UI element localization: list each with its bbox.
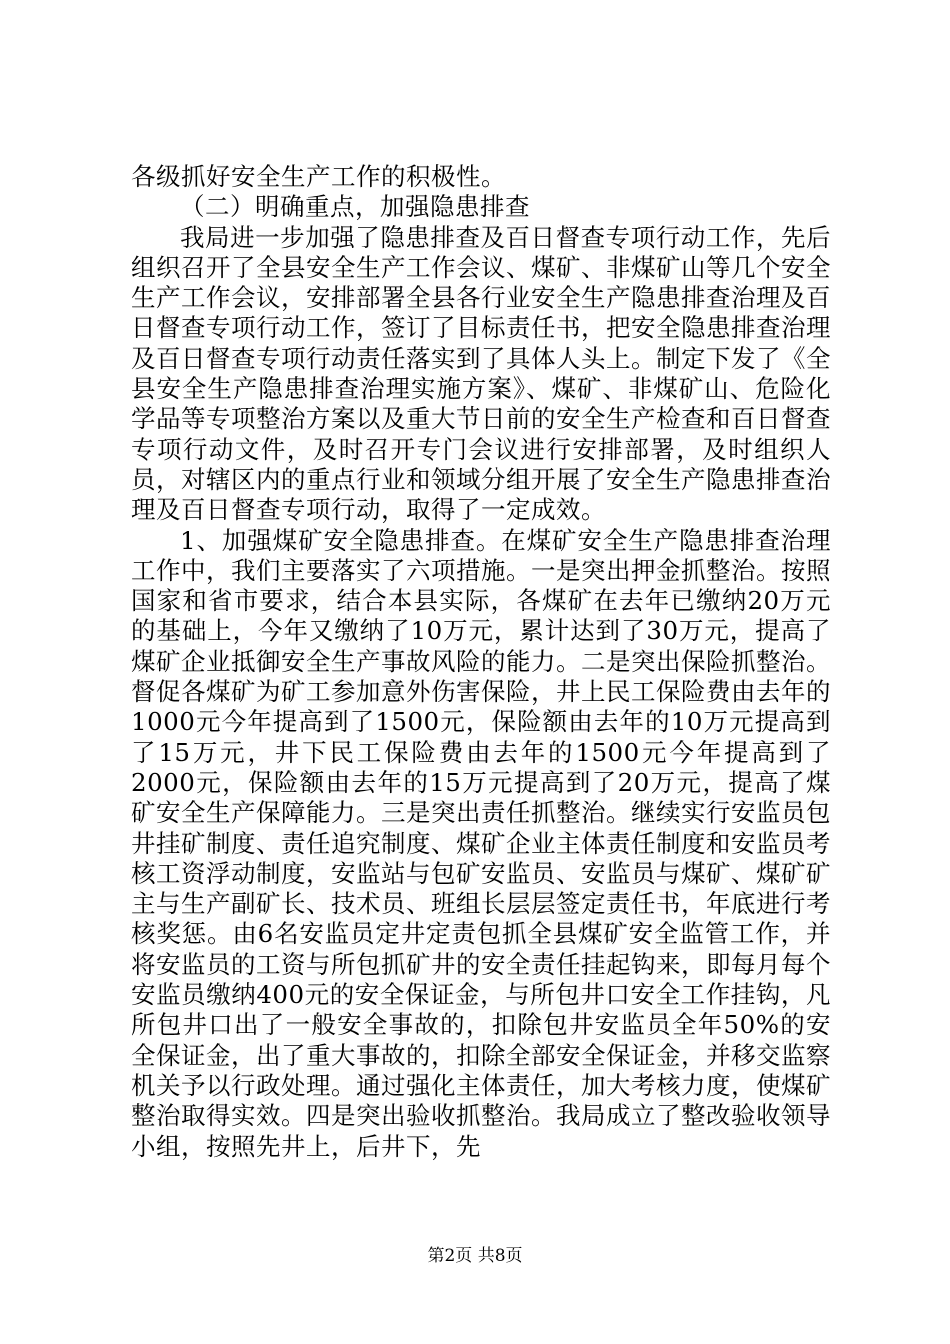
- body-text: [131, 162, 831, 1162]
- paragraph-continuation: 各级抓好安全生产工作的积极性。: [131, 162, 506, 191]
- page-footer: 第2页 共8页: [427, 1246, 523, 1266]
- paragraph: 1、加强煤矿安全隐患排查。在煤矿安全生产隐患排查治理工作中，我们主要落实了六项措施。一是突出押金抓整治。按照国家和省市要求，结合本县实际，各煤矿在去年已缴纳20万元的基础上，今年又缴纳了10万元，累计达到了30万元，提高了煤矿企业抵御安全生产事故风险的能力。二是突出保险抓整治。督促各煤矿为矿工参加意外伤害保险，井上民工保险费由去年的1000元今年提高到了1500元，保险额由去年的10万元提高到了15万元，井下民工保险费由去年的1500元今年提高到了2000元，保险额由去年的15万元提高到了20万元，提高了煤矿安全生产保障能力。三是突出责任抓整治。继续实行安监员包井挂矿制度、责任追究制度、煤矿企业主体责任制度和安监员考核工资浮动制度，安监站与包矿安监员、安监员与煤矿、煤矿矿主与生产副矿长、技术员、班组长层层签定责任书，年底进行考核奖惩。由6名安监员定井定责包抓全县煤矿安全监管工作，并将安监员的工资与所包抓矿井的安全责任挂起钩来，即每月每个安监员缴纳400元的安全保证金，与所包井口安全工作挂钩，凡所包井口出了一般安全事故的，扣除包井安监员全年50%的安全保证金，出了重大事故的，扣除全部安全保证金，并移交监察机关予以行政处理。通过强化主体责任，加大考核力度，使煤矿整治取得实效。四是突出验收抓整治。我局成立了整改验收领导小组，按照先井上，后井下，先: [131, 525, 831, 1161]
- paragraph: 我局进一步加强了隐患排查及百日督查专项行动工作，先后组织召开了全县安全生产工作会议、煤矿、非煤矿山等几个安全生产工作会议，安排部署全县各行业安全生产隐患排查治理及百日督查专项行动工作，签订了目标责任书，把安全隐患排查治理及百日督查专项行动责任落实到了具体人头上。制定下发了《全县安全生产隐患排查治理实施方案》、煤矿、非煤矿山、危险化学品等专项整治方案以及重大节日前的安全生产检查和百日督查专项行动文件，及时召开专门会议进行安排部署，及时组织人员，对辖区内的重点行业和领域分组开展了安全生产隐患排查治理及百日督查专项行动，取得了一定成效。: [131, 222, 831, 525]
- section-heading: （二）明确重点，加强隐患排查: [180, 192, 530, 222]
